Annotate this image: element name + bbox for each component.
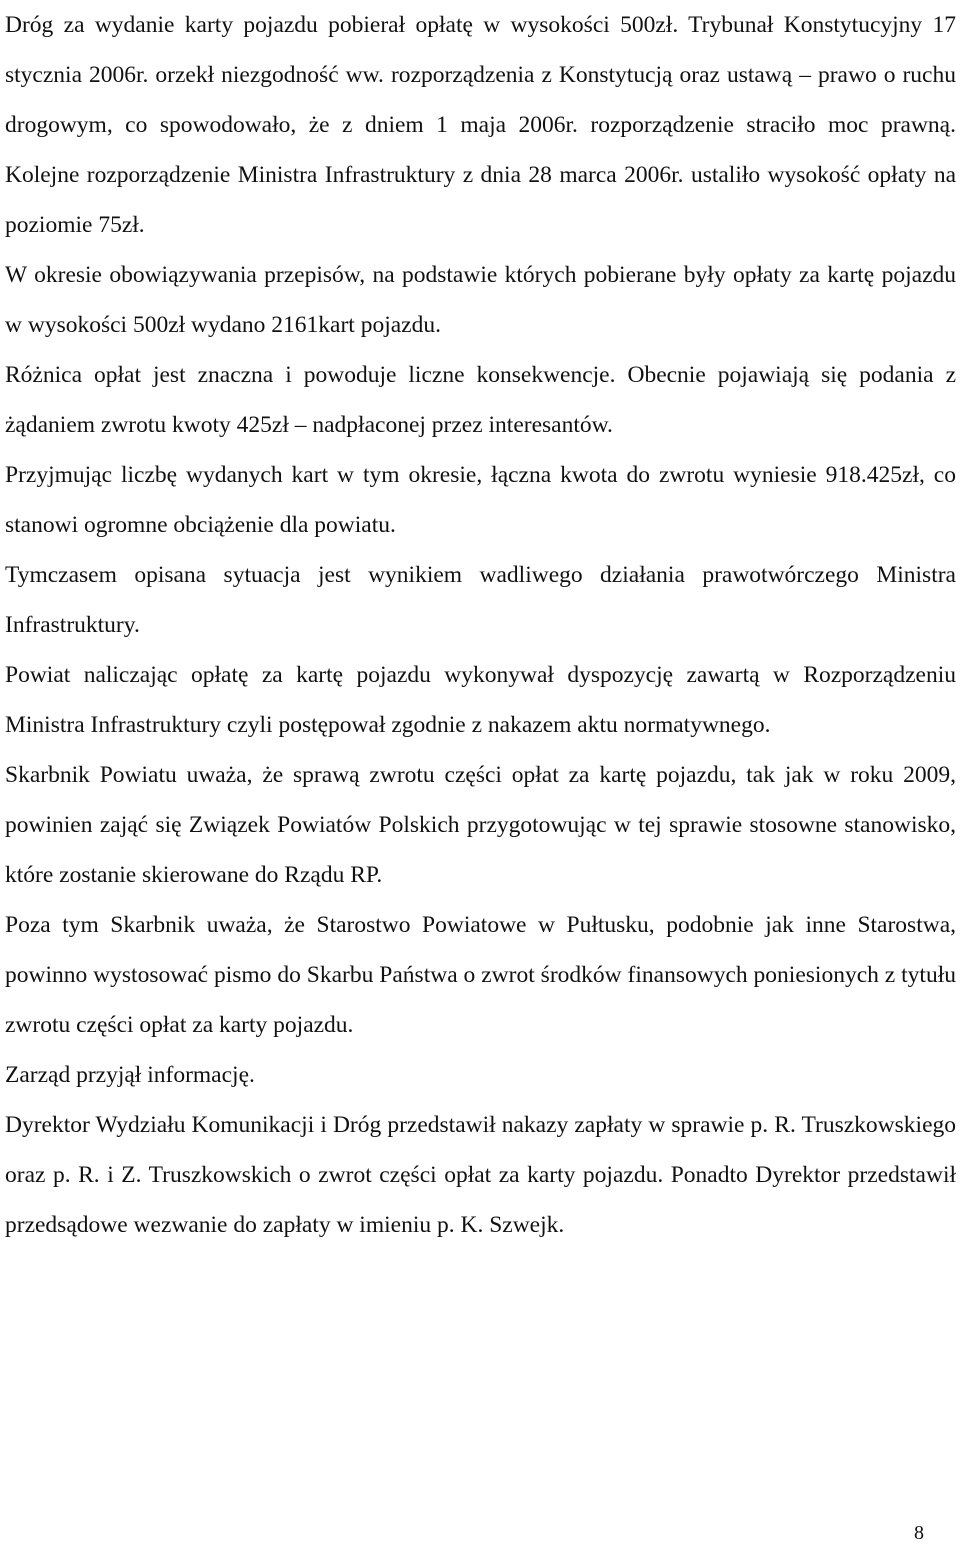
- paragraph-7: Skarbnik Powiatu uważa, że sprawą zwrotu części opłat za kartę pojazdu, tak jak w roku 2009, powinien zająć się Związek Powiatów Polskich przygotowując w tej sprawie stosowne stanowisko, które zostanie skierowane do Rządu RP.: [5, 762, 956, 888]
- paragraph-4: Przyjmując liczbę wydanych kart w tym okresie, łączna kwota do zwrotu wyniesie 918.425zł, co stanowi ogromne obciążenie dla powiatu.: [5, 462, 956, 538]
- paragraph-5: Tymczasem opisana sytuacja jest wynikiem wadliwego działania prawotwórczego Ministra Infrastruktury.: [5, 562, 956, 638]
- paragraph-6: Powiat naliczając opłatę za kartę pojazdu wykonywał dyspozycję zawartą w Rozporządzeniu Ministra Infrastruktury czyli postępował zgodnie z nakazem aktu normatywnego.: [5, 662, 956, 738]
- page-number: 8: [914, 1522, 924, 1544]
- paragraph-9: Zarząd przyjął informację.: [5, 1062, 255, 1088]
- document-body: [5, 0, 956, 1250]
- paragraph-8: Poza tym Skarbnik uważa, że Starostwo Powiatowe w Pułtusku, podobnie jak inne Starostwa, powinno wystosować pismo do Skarbu Państwa o zwrot środków finansowych poniesionych z tytułu zwrotu części opłat za karty pojazdu.: [5, 912, 956, 1038]
- paragraph-10: Dyrektor Wydziału Komunikacji i Dróg przedstawił nakazy zapłaty w sprawie p. R. Truszkowskiego oraz p. R. i Z. Truszkowskich o zwrot części opłat za karty pojazdu. Ponadto Dyrektor przedstawił przedsądowe wezwanie do zapłaty w imieniu p. K. Szwejk.: [5, 1112, 956, 1238]
- paragraph-2: W okresie obowiązywania przepisów, na podstawie których pobierane były opłaty za kartę pojazdu w wysokości 500zł wydano 2161kart pojazdu.: [5, 262, 956, 338]
- paragraph-3: Różnica opłat jest znaczna i powoduje liczne konsekwencje. Obecnie pojawiają się podania z żądaniem zwrotu kwoty 425zł – nadpłaconej przez interesantów.: [5, 362, 956, 438]
- paragraph-1: Dróg za wydanie karty pojazdu pobierał opłatę w wysokości 500zł. Trybunał Konstytucyjny 17 stycznia 2006r. orzekł niezgodność ww. rozporządzenia z Konstytucją oraz ustawą – prawo o ruchu drogowym, co spowodowało, że z dniem 1 maja 2006r. rozporządzenie straciło moc prawną. Kolejne rozporządzenie Ministra Infrastruktury z dnia 28 marca 2006r. ustaliło wysokość opłaty na poziomie 75zł.: [5, 12, 956, 238]
